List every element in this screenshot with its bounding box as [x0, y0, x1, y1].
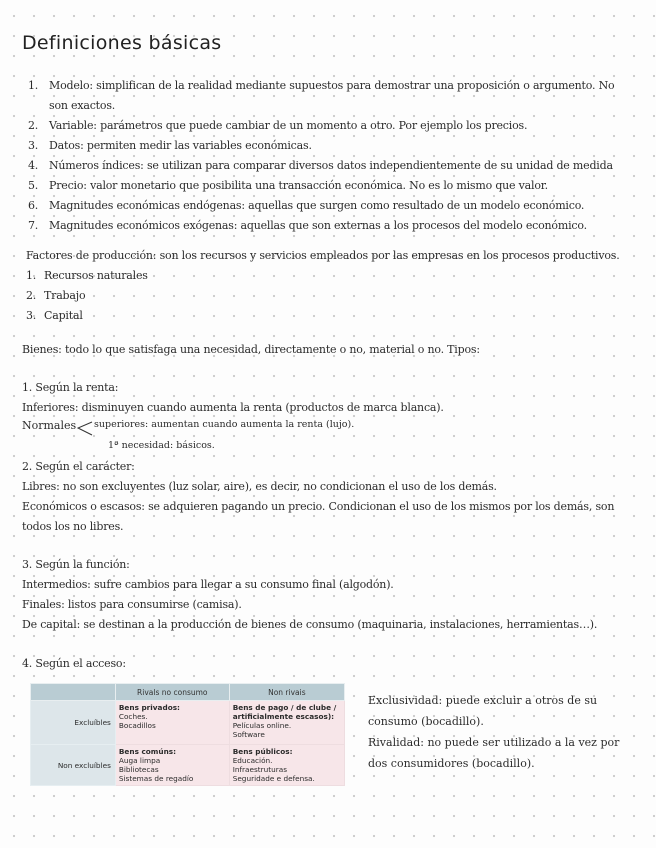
table-row — [31, 745, 345, 786]
definitions-list — [22, 76, 636, 236]
list-number: 3. — [28, 139, 39, 152]
caracter-section — [22, 457, 636, 537]
list-item — [22, 216, 636, 236]
table-row-label: Excluíbles — [31, 701, 116, 745]
list-item — [22, 76, 636, 116]
cell-line: Educación. — [232, 756, 273, 765]
renta-primera-necesidad: 1ª necesidad: básicos. — [108, 440, 215, 451]
list-text: Modelo: simplifican de la realidad mediante supuestos para demostrar una proposición o argumento. No son exactos. — [49, 79, 615, 112]
list-number: 2. — [28, 119, 39, 132]
list-item — [22, 156, 636, 176]
caracter-economicos: Económicos o escasos: se adquieren pagando un precio. Condicionan el uso de los mismos por los demás, son todos los no libres. — [22, 500, 615, 533]
cell-line: Seguridade e defensa. — [232, 774, 315, 783]
list-text: Magnitudes económicos exógenas: aquellas que son externas a los procesos del modelo económico. — [49, 219, 587, 232]
list-text: Magnitudes económicas endógenas: aquellas que surgen como resultado de un modelo económico. — [49, 199, 585, 212]
access-table — [30, 683, 345, 786]
list-item — [22, 116, 636, 136]
list-text: Recursos naturales — [44, 269, 148, 282]
cell-line: Infraestruturas — [232, 765, 288, 774]
list-number: 1. — [28, 79, 39, 92]
cell-line: Auga limpa — [118, 756, 161, 765]
renta-heading: 1. Según la renta: — [22, 381, 119, 394]
funcion-section — [22, 555, 636, 635]
list-text: Precio: valor monetario que posibilita una transacción económica. No es lo mismo que valor. — [49, 179, 548, 192]
funcion-heading: 3. Según la función: — [22, 558, 130, 571]
cell-line: Software — [232, 730, 265, 739]
cell-title: Bens privados: — [118, 703, 180, 712]
cell-line: Bocadillos — [118, 721, 156, 730]
table-cell — [115, 745, 229, 786]
list-text: Trabajo — [44, 289, 86, 302]
note-exclusividad: Exclusividad: puede excluir a otros de su consumo (bocadillo). — [368, 694, 598, 728]
page-title: Definiciones básicas — [22, 32, 222, 54]
table-col-header: Non rivais — [229, 684, 344, 701]
note-rivalidad: Rivalidad: no puede ser utilizado a la vez por dos consumidores (bocadillo). — [368, 736, 620, 770]
renta-section — [22, 378, 636, 418]
list-item — [22, 196, 636, 216]
table-row-label: Non excluíbles — [31, 745, 116, 786]
list-item — [22, 306, 640, 326]
list-number: 3. — [26, 309, 37, 322]
list-text: Datos: permiten medir las variables económicas. — [49, 139, 312, 152]
list-text: Capital — [44, 309, 83, 322]
factores-intro: Factores de producción: son los recursos y servicios empleados por las empresas en los procesos productivos. — [26, 249, 620, 262]
list-text: Números índices: se utilizan para comparar diversos datos independientemente de su unidad de medida — [49, 159, 613, 172]
list-number: 5. — [28, 179, 39, 192]
cell-line: Coches. — [118, 712, 148, 721]
acceso-heading: 4. Según el acceso: — [22, 657, 126, 670]
list-item — [22, 286, 640, 306]
list-number: 4. — [28, 159, 39, 172]
factores-section — [26, 246, 640, 326]
cell-title: Bens comúns: — [118, 747, 177, 756]
list-number: 7. — [28, 219, 39, 232]
cell-line: Bibliotecas — [118, 765, 159, 774]
renta-inferiores: Inferiores: disminuyen cuando aumenta la renta (productos de marca blanca). — [22, 401, 444, 414]
list-number: 6. — [28, 199, 39, 212]
cell-line: Sistemas de regadío — [118, 774, 194, 783]
cell-title: Bens públicos: — [232, 747, 293, 756]
caracter-heading: 2. Según el carácter: — [22, 460, 135, 473]
cell-title: Bens de pago / de clube / artificialmente escasos): — [232, 703, 337, 721]
table-col-header: Rivals no consumo — [115, 684, 229, 701]
list-number: 2. — [26, 289, 37, 302]
list-item — [22, 176, 636, 196]
renta-normales-label: Normales — [22, 419, 77, 432]
cell-line: Películas online. — [232, 721, 292, 730]
funcion-intermedios: Intermedios: sufre cambios para llegar a su consumo final (algodón). — [22, 578, 394, 591]
table-cell — [229, 745, 344, 786]
brace-icon — [76, 421, 96, 437]
renta-superiores: superiores: aumentan cuando aumenta la renta (lujo). — [94, 419, 355, 430]
table-row — [31, 701, 345, 745]
list-number: 1. — [26, 269, 37, 282]
table-cell — [115, 701, 229, 745]
funcion-capital: De capital: se destinan a la producción de bienes de consumo (maquinaria, instalaciones, herramientas…). — [22, 618, 598, 631]
side-notes — [368, 690, 638, 774]
list-item — [22, 136, 636, 156]
funcion-finales: Finales: listos para consumirse (camisa). — [22, 598, 242, 611]
bienes-intro: Bienes: todo lo que satisfaga una necesidad, directamente o no, material o no. Tipos: — [22, 343, 480, 356]
list-text: Variable: parámetros que puede cambiar de un momento a otro. Por ejemplo los precios. — [49, 119, 528, 132]
table-corner — [31, 684, 116, 701]
caracter-libres: Libres: no son excluyentes (luz solar, aire), es decir, no condicionan el uso de los demás. — [22, 480, 497, 493]
list-item — [22, 266, 640, 286]
table-cell — [229, 701, 344, 745]
